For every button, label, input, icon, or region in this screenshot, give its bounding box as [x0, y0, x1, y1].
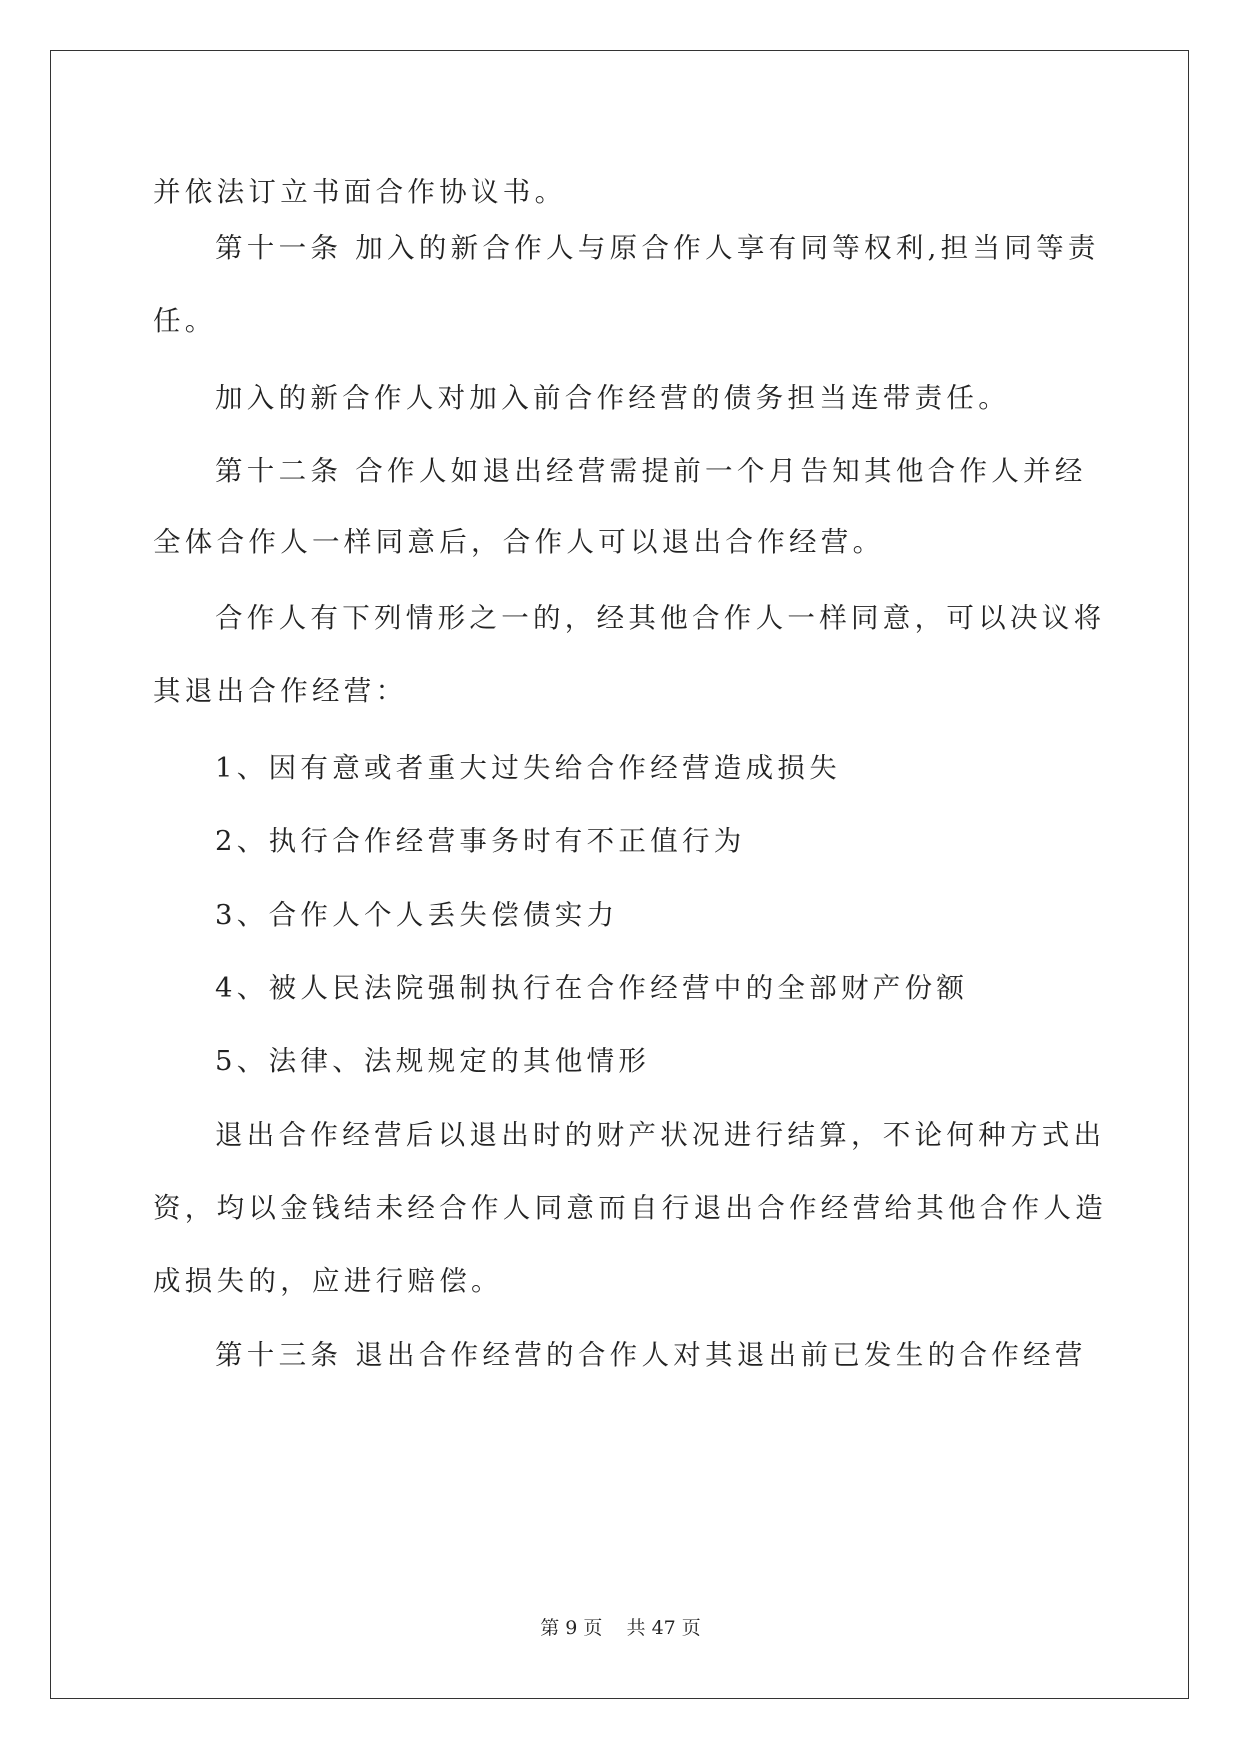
list-item-2: 2、执行合作经营事务时有不正值行为 [215, 825, 746, 857]
text-line-14: 退出合作经营后以退出时的财产状况进行结算，不论何种方式出 [215, 1119, 1106, 1151]
text-line-7: 合作人有下列情形之一的，经其他合作人一样同意，可以决议将 [215, 602, 1106, 634]
text-line-5: 第十二条 合作人如退出经营需提前一个月告知其他合作人并经 [215, 455, 1087, 487]
text-line-16: 成损失的，应进行赔偿。 [153, 1265, 503, 1297]
list-item-1: 1、因有意或者重大过失给合作经营造成损失 [215, 752, 841, 784]
text-line-3: 任。 [153, 305, 217, 337]
list-item-3: 3、合作人个人丢失偿债实力 [215, 899, 619, 931]
list-item-5: 5、法律、法规规定的其他情形 [215, 1045, 651, 1077]
text-line-15: 资，均以金钱结未经合作人同意而自行退出合作经营给其他合作人造 [153, 1192, 1107, 1224]
text-line-6: 全体合作人一样同意后，合作人可以退出合作经营。 [153, 526, 885, 558]
text-line-17: 第十三条 退出合作经营的合作人对其退出前已发生的合作经营 [215, 1339, 1087, 1371]
text-line-1: 并依法订立书面合作协议书。 [153, 176, 567, 208]
page-border [50, 50, 1189, 1699]
text-line-8: 其退出合作经营： [153, 675, 408, 707]
page-number-footer: 第 9 页 共 47 页 [540, 1617, 701, 1639]
list-item-4: 4、被人民法院强制执行在合作经营中的全部财产份额 [215, 972, 969, 1004]
text-line-2: 第十一条 加入的新合作人与原合作人享有同等权利,担当同等责 [215, 232, 1100, 264]
text-line-4: 加入的新合作人对加入前合作经营的债务担当连带责任。 [215, 382, 1010, 414]
